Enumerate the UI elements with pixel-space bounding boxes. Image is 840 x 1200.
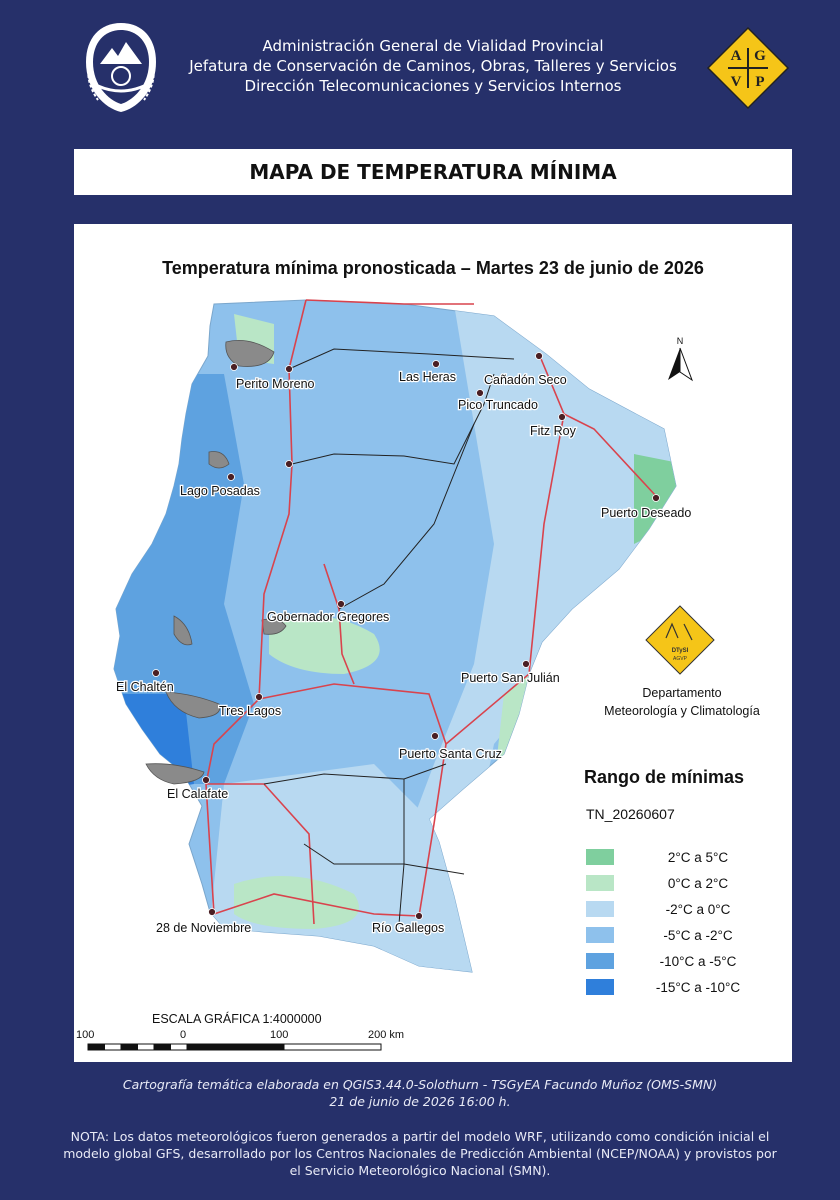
city-label-puerto-santa-cruz: Puerto Santa Cruz — [399, 747, 502, 761]
legend-swatch-2 — [586, 901, 614, 917]
provincial-crest-icon — [80, 20, 162, 115]
footer-note: NOTA: Los datos meteorológicos fueron generados a partir del modelo WRF, utilizando como condición inicial el modelo global GFS, desarrollado por los Centros Nacionales de Predicción Ambiental (NCEP/NOAA) y provistos por el Servicio Meteorológico Nacional (SMN). — [63, 1129, 777, 1178]
logo-letter-g: G — [754, 48, 766, 64]
marker-gobernador-gregores — [338, 601, 345, 608]
org-line-3: Dirección Telecomunicaciones y Servicios Internos — [244, 77, 622, 95]
scale-segment-1 — [105, 1044, 122, 1050]
marker-fitz-roy — [559, 414, 566, 421]
department-badge-icon — [646, 606, 714, 674]
scale-bar-segments — [88, 1044, 381, 1050]
marker-puerto-san-julian — [523, 661, 530, 668]
legend-label-4: -10°C a -5°C — [659, 954, 737, 969]
scale-segment-6 — [187, 1044, 284, 1050]
city-label-puerto-deseado: Puerto Deseado — [601, 506, 692, 520]
city-label-pico-truncado: Pico Truncado — [458, 398, 538, 412]
legend-title: Rango de mínimas — [584, 767, 745, 787]
page-title: MAPA DE TEMPERATURA MÍNIMA — [74, 149, 792, 195]
marker-el-chalten — [153, 670, 160, 677]
scale-segment-7 — [284, 1044, 381, 1050]
city-label-perito-moreno: Perito Moreno — [236, 377, 315, 391]
city-label-el-chalten: El Chaltén — [116, 680, 174, 694]
marker-tres-lagos — [256, 694, 263, 701]
legend-label-3: -5°C a -2°C — [663, 928, 733, 943]
marker-lago-posadas — [228, 474, 235, 481]
city-label-canadon-seco: Cañadón Seco — [484, 373, 567, 387]
agvp-logo — [706, 26, 790, 110]
logo-letter-v: V — [730, 74, 742, 90]
scale-bar — [76, 1011, 404, 1050]
city-label-rio-gallegos: Río Gallegos — [372, 921, 445, 935]
city-label-gobernador-gregores: Gobernador Gregores — [267, 610, 390, 624]
scale-segment-3 — [138, 1044, 155, 1050]
legend-label-5: -15°C a -10°C — [655, 980, 741, 995]
footer — [20, 1076, 820, 1179]
logo-letter-a: A — [730, 48, 742, 64]
city-label-puerto-san-julian: Puerto San Julián — [461, 671, 560, 685]
scale-segment-0 — [88, 1044, 105, 1050]
legend-swatch-3 — [586, 927, 614, 943]
scale-tick-0: 100 — [76, 1029, 95, 1041]
marker-el-calafate — [203, 777, 210, 784]
legend-swatch-5 — [586, 979, 614, 995]
map-panel — [74, 224, 792, 1062]
marker-puerto-deseado — [653, 495, 660, 502]
legend-swatch-4 — [586, 953, 614, 969]
legend-label-0: 2°C a 5°C — [667, 850, 729, 865]
organization-lines — [170, 36, 696, 96]
scale-tick-1: 0 — [180, 1029, 187, 1041]
marker-perito-moreno — [231, 364, 238, 371]
org-line-1: Administración General de Vialidad Provincial — [262, 37, 604, 55]
marker-las-heras — [433, 361, 440, 368]
footer-date: 21 de junio de 2026 16:00 h. — [329, 1094, 511, 1109]
map-subtitle: Temperatura mínima pronosticada – Martes 23 de junio de 2026 — [162, 258, 704, 278]
marker-ruta40-center — [286, 461, 293, 468]
marker-puerto-santa-cruz — [432, 733, 439, 740]
city-label-el-calafate: El Calafate — [167, 787, 229, 801]
city-label-lago-posadas: Lago Posadas — [180, 484, 260, 498]
city-label-las-heras: Las Heras — [399, 370, 456, 384]
map-canvas — [74, 224, 792, 1062]
legend-items — [586, 849, 740, 995]
header — [0, 0, 840, 135]
logo-letter-p: P — [755, 74, 765, 90]
marker-rio-gallegos — [416, 913, 423, 920]
marker-28-de-noviembre — [209, 909, 216, 916]
scale-segment-5 — [171, 1044, 188, 1050]
scale-tick-2: 100 — [270, 1029, 289, 1041]
org-line-2: Jefatura de Conservación de Caminos, Obras, Talleres y Servicios — [189, 57, 677, 75]
north-arrow-icon — [668, 336, 692, 380]
legend-label-2: -2°C a 0°C — [665, 902, 731, 917]
scale-segment-2 — [121, 1044, 138, 1050]
marker-canadon-seco — [536, 353, 543, 360]
marker-pico-truncado — [477, 390, 484, 397]
department-line-2: Meteorología y Climatología — [604, 704, 760, 718]
city-label-tres-lagos: Tres Lagos — [219, 704, 282, 718]
legend-layer-name: TN_20260607 — [586, 806, 675, 822]
city-label-fitz-roy: Fitz Roy — [530, 424, 576, 438]
legend-label-1: 0°C a 2°C — [667, 876, 729, 891]
scale-tick-3: 200 km — [368, 1029, 405, 1041]
footer-credit: Cartografía temática elaborada en QGIS3.44.0-Solothurn - TSGyEA Facundo Muñoz (OMS-SMN) — [122, 1077, 718, 1092]
city-label-28-de-noviembre: 28 de Noviembre — [156, 921, 252, 935]
scale-title: ESCALA GRÁFICA 1:4000000 — [152, 1012, 322, 1026]
department-line-1: Departamento — [642, 686, 722, 700]
scale-segment-4 — [154, 1044, 171, 1050]
legend — [584, 767, 744, 995]
badge-text: DTySI — [671, 648, 689, 654]
badge-sub: AGVP — [673, 656, 687, 662]
legend-swatch-1 — [586, 875, 614, 891]
legend-swatch-0 — [586, 849, 614, 865]
north-label: N — [676, 336, 684, 346]
marker-ruta40-north — [286, 366, 293, 373]
